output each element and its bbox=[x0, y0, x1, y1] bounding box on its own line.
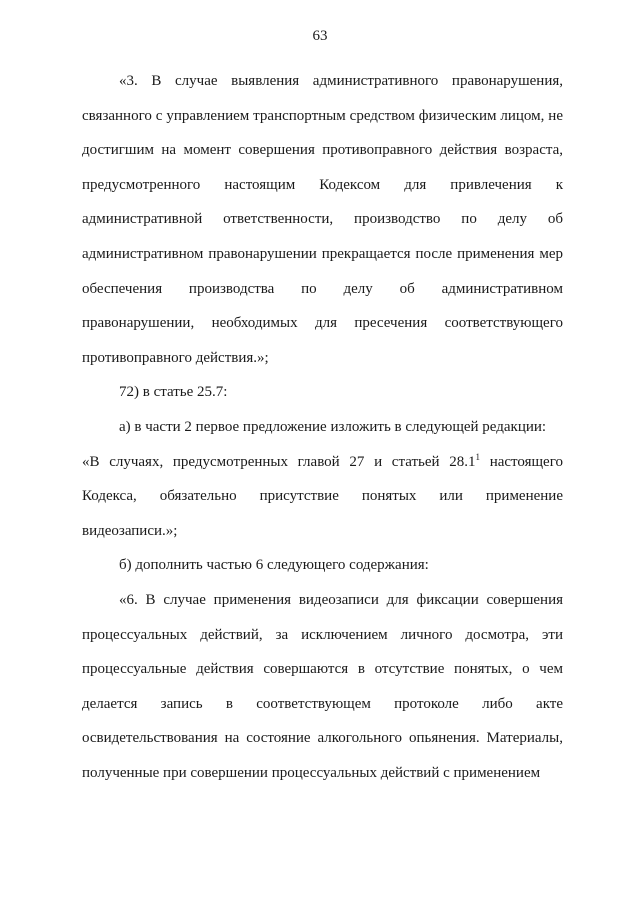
paragraph-item-72: 72) в статье 25.7: bbox=[119, 384, 228, 401]
paragraph-clause-6: «6. В случае применения видеозаписи для фиксации совершения процессуальных действий, за исключением личного досмотра, эти процессуальные действия совершаются в отсутствие понятых, о чем делается запись в соответствующем протоколе либо акте освидетельствования на состояние алкогольного опьянения. Материалы, полученные при совершении процессуальных действий с применением bbox=[82, 591, 563, 781]
quoted-text-end: настоящего Кодекса, обязательно присутствие понятых или применение видеозаписи.»; bbox=[82, 453, 563, 539]
paragraph-subitem-b: б) дополнить частью 6 следующего содержания: bbox=[119, 557, 429, 574]
page-number: 63 bbox=[312, 28, 328, 44]
document-body bbox=[82, 64, 563, 790]
paragraph-clause-3: «3. В случае выявления административного правонарушения, связанного с управлением транспортным средством физическим лицом, не достигшим на момент совершения противоправного действия возраста, предусмотренного настоящим Кодексом для привлечения к административной ответственности, производство по делу об административном правонарушении прекращается после применения мер обеспечения производства по делу об административном правонарушении, необходимых для пресечения соответствующего противоправного действия.»; bbox=[82, 73, 563, 366]
paragraph-quoted-text bbox=[82, 445, 563, 549]
superscript-index: 1 bbox=[475, 451, 480, 462]
quoted-text-start: «В случаях, предусмотренных главой 27 и статьей 28.1 bbox=[82, 453, 476, 470]
paragraph-subitem-a: а) в части 2 первое предложение изложить в следующей редакции: bbox=[119, 418, 547, 435]
